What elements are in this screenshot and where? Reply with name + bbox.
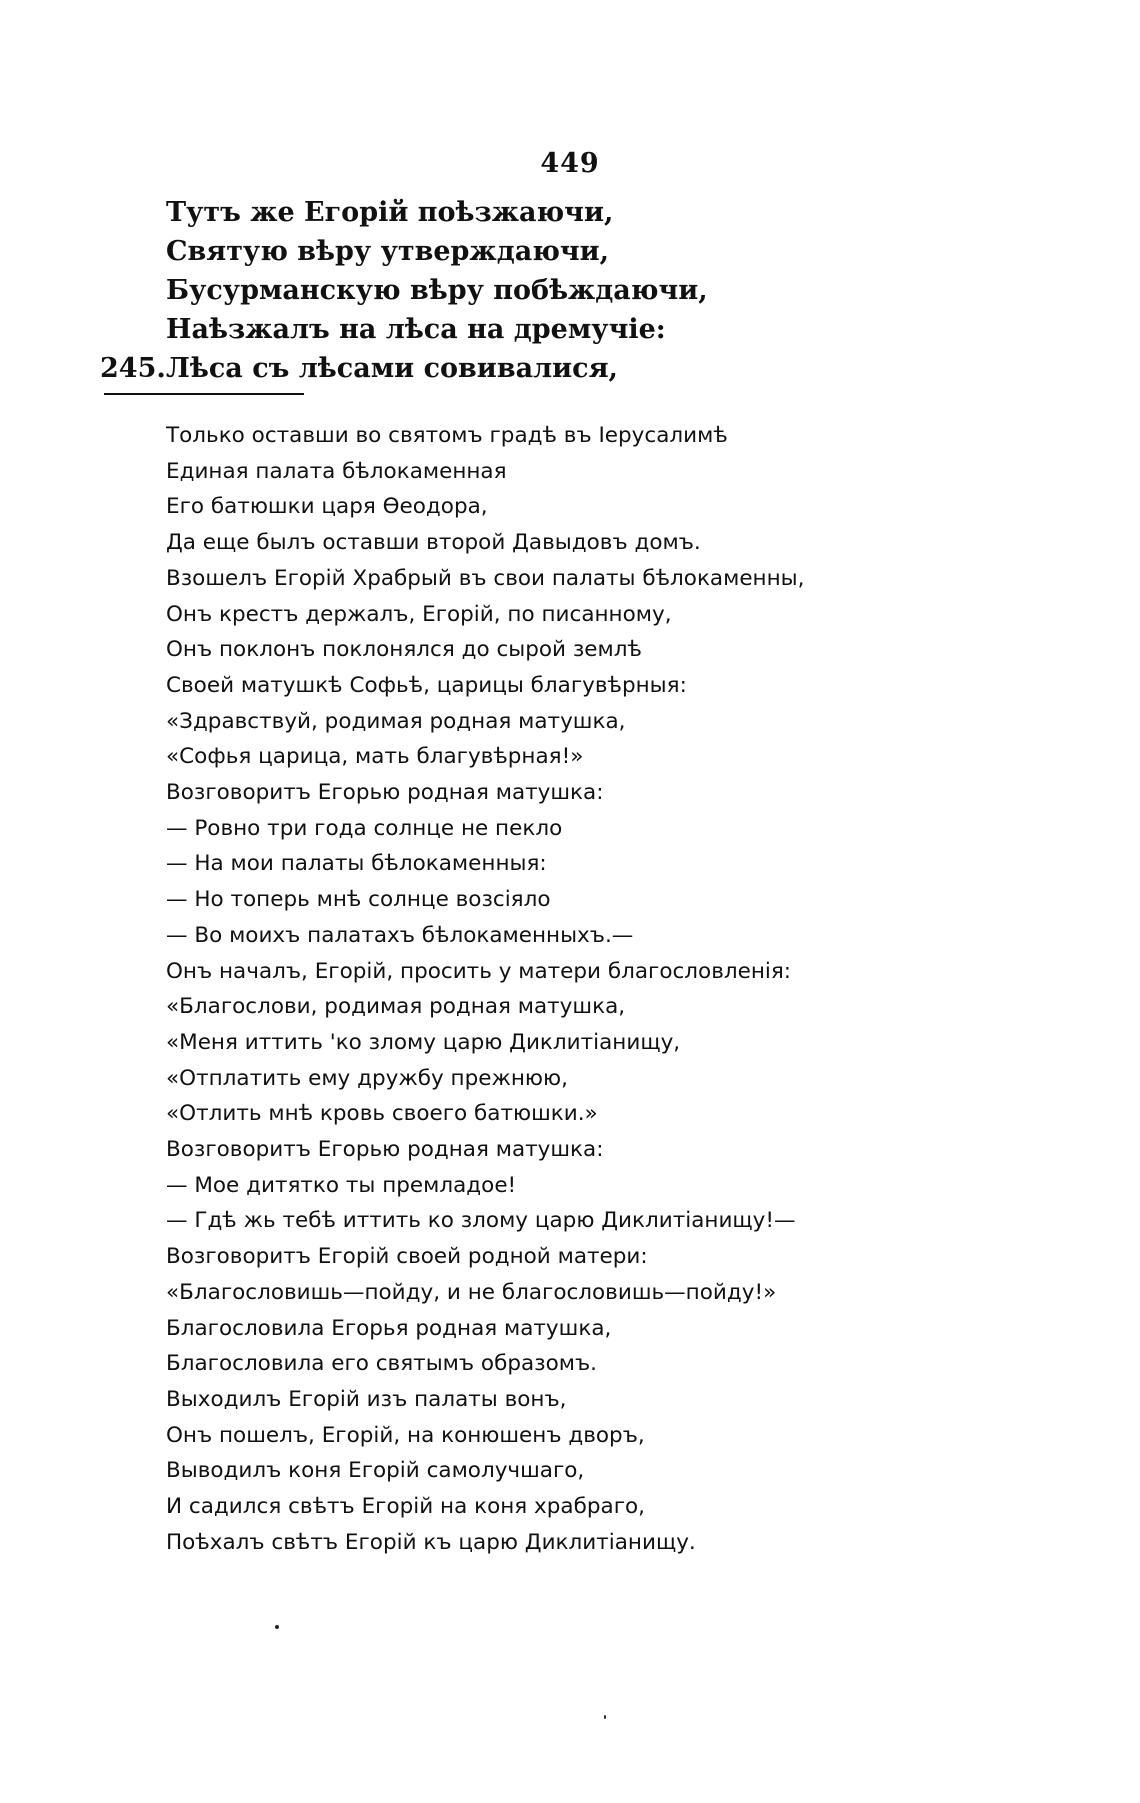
footnote-line: Его батюшки царя Өеодора, <box>166 494 488 520</box>
verse-line <box>100 271 920 310</box>
page-number: 449 <box>540 148 600 179</box>
footnote-line: Благословила его святымъ образомъ. <box>166 1351 597 1377</box>
footnote-line: — Во моихъ палатахъ бѣлокаменныхъ.— <box>166 922 634 948</box>
verse-text: Святую вѣру утверждаючи, <box>166 236 610 267</box>
verse-text: Лѣса съ лѣсами совивалися, <box>166 353 618 384</box>
footnote-line: Онъ пошелъ, Егорій, на конюшенъ дворъ, <box>166 1422 645 1448</box>
footnote-line: — Мое дитятко ты премладое! <box>166 1172 517 1198</box>
footnote-line: Да еще былъ оставши второй Давыдовъ домъ. <box>166 530 701 556</box>
verse-line <box>100 310 920 349</box>
footnote-line: Выводилъ коня Егорій самолучшаго, <box>166 1458 585 1484</box>
footnote-line: Единая палата бѣлокаменная <box>166 458 507 484</box>
footnote-line: Взошелъ Егорій Храбрый въ свои палаты бѣлокаменны, <box>166 565 805 591</box>
footnote-divider <box>104 393 304 395</box>
verse-block <box>100 193 920 388</box>
footnote-line: — Ровно три года солнце не пекло <box>166 815 563 841</box>
footnote-line: «Благослови, родимая родная матушка, <box>166 994 626 1020</box>
footnote-line: Только оставши во святомъ градѣ въ Іерусалимѣ <box>166 423 728 448</box>
footnote-line: — Гдѣ жь тебѣ иттить ко злому царю Диклитіанищу!— <box>166 1208 796 1234</box>
verse-text: Тутъ же Егорій поѣзжаючи, <box>166 197 614 228</box>
footnote-line: — Но топерь мнѣ солнце возсіяло <box>166 887 551 913</box>
footnote-line: Онъ поклонъ поклонялся до сырой землѣ <box>166 637 642 663</box>
footnote-line: Поѣхалъ свѣтъ Егорій къ царю Диклитіанищу. <box>166 1529 696 1555</box>
footnote-line: — На мои палаты бѣлокаменныя: <box>166 851 547 877</box>
footnote-line: «Софья царица, мать благувѣрная!» <box>166 744 584 770</box>
footnote-line: Возговоритъ Егорій своей родной матери: <box>166 1244 648 1270</box>
footnote-line: Выходилъ Егорій изъ палаты вонъ, <box>166 1386 567 1412</box>
footnote-line: «Отлить мнѣ кровь своего батюшки.» <box>166 1101 598 1127</box>
line-number: 245. <box>100 353 166 384</box>
footnote-line: Возговоритъ Егорью родная матушка: <box>166 780 604 806</box>
footnote-line: Онъ началъ, Егорій, просить у матери благословленія: <box>166 958 792 984</box>
footnote-line: Благословила Егорья родная матушка, <box>166 1315 612 1341</box>
footnote-line: Онъ крестъ держалъ, Егорій, по писанному, <box>166 601 672 627</box>
verse-text: Бусурманскую вѣру побѣждаючи, <box>166 275 708 306</box>
footnote-block <box>166 418 986 1561</box>
footnote-line: «Здравствуй, родимая родная матушка, <box>166 708 626 734</box>
ink-speck <box>275 1625 279 1629</box>
footnote-line: Возговоритъ Егорью родная матушка: <box>166 1137 604 1163</box>
verse-text: Наѣзжалъ на лѣса на дремучіе: <box>166 314 666 345</box>
footnote-line: «Благословишь—пойду, и не благословишь—пойду!» <box>166 1279 777 1305</box>
verse-line <box>100 232 920 271</box>
footnote-line: «Отплатить ему дружбу прежнюю, <box>166 1065 568 1091</box>
footnote-line: И садился свѣтъ Егорій на коня храбраго, <box>166 1494 645 1520</box>
verse-line <box>100 349 920 388</box>
footnote-line: «Меня иттить 'ко злому царю Диклитіанищу, <box>166 1029 681 1055</box>
footnote-line: Своей матушкѣ Софьѣ, царицы благувѣрныя: <box>166 672 687 698</box>
verse-line <box>100 193 920 232</box>
ink-speck <box>604 1715 606 1719</box>
